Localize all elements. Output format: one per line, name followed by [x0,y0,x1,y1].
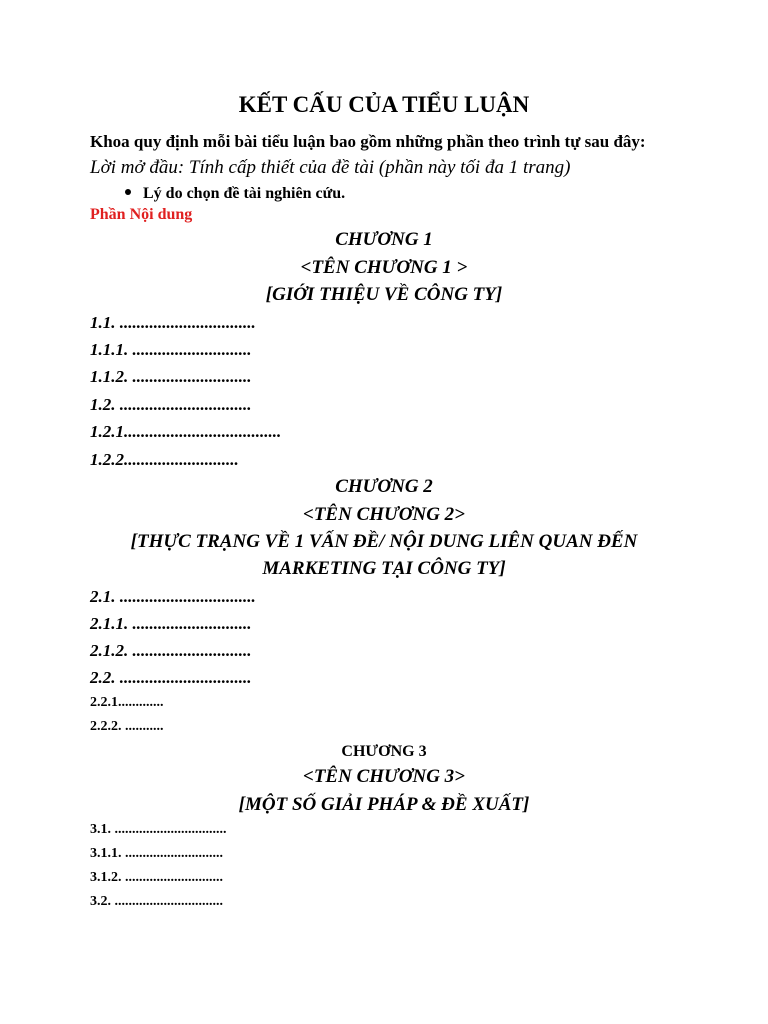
chapter-1-item: 1.1. ................................ [90,313,256,332]
chapter-3-name: <TÊN CHƯƠNG 3> [303,766,465,787]
chapter-1-name: <TÊN CHƯƠNG 1 > [300,257,468,278]
chapter-1-item: 1.2.1..................................... [90,422,282,441]
chapter-2-item: 2.1.1. ............................ [90,614,252,633]
bullet-item [125,185,345,203]
chapter-2-topic-line2: MARKETING TẠI CÔNG TY] [262,558,506,579]
chapter-2-item: 2.1.2. ............................ [90,641,252,660]
chapter-1-label: CHƯƠNG 1 [335,229,433,250]
chapter-2-item: 2.2.2. ........... [90,719,164,734]
chapter-3-item: 3.1.2. ............................ [90,870,223,885]
preface-text: Lời mở đầu: Tính cấp thiết của đề tài (phần này tối đa 1 trang) [90,157,571,178]
content-heading: Phần Nội dung [90,206,193,223]
chapter-2-item: 2.1. ................................ [90,587,256,606]
chapter-1-item: 1.1.2. ............................ [90,367,252,386]
chapter-2-item: 2.2.1............. [90,695,164,710]
chapter-3-topic: [MỘT SỐ GIẢI PHÁP & ĐỀ XUẤT] [238,794,530,815]
chapter-1-item: 1.1.1. ............................ [90,340,252,359]
chapter-1-topic: [GIỚI THIỆU VỀ CÔNG TY] [265,284,503,305]
bullet-text: Lý do chọn đề tài nghiên cứu. [143,185,346,202]
chapter-3-item: 3.2. ............................... [90,894,223,909]
chapter-2-topic-line1: [THỰC TRẠNG VỀ 1 VẤN ĐỀ/ NỘI DUNG LIÊN QUAN ĐẾN [130,531,638,552]
chapter-1-item: 1.2. ............................... [90,395,252,414]
intro-text: Khoa quy định mỗi bài tiểu luận bao gồm những phần theo trình tự sau đây: [90,132,646,151]
chapter-3-label: CHƯƠNG 3 [341,743,427,760]
chapter-2-label: CHƯƠNG 2 [335,476,433,497]
chapter-3-item: 3.1.1. ............................ [90,846,223,861]
chapter-3-item: 3.1. ................................ [90,822,227,837]
chapter-2-item: 2.2. ............................... [90,668,252,687]
chapter-1-item: 1.2.2........................... [90,450,239,469]
chapter-2-name: <TÊN CHƯƠNG 2> [303,504,465,525]
bullet-dot-icon [125,189,131,195]
document-title: KẾT CẤU CỦA TIỂU LUẬN [238,92,530,117]
